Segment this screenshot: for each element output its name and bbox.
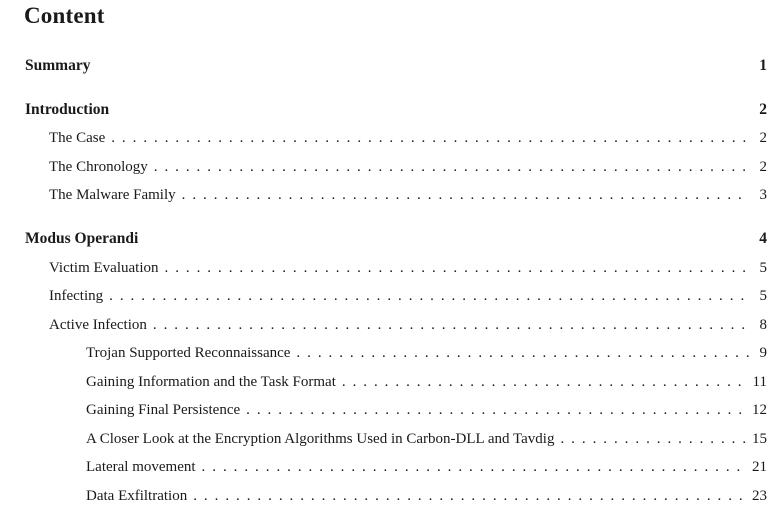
toc-entry-modus-operandi[interactable] [25,230,767,248]
toc-dot-leader [193,487,748,505]
toc-page-number: 4 [759,230,767,247]
toc-entry-infecting[interactable] [49,287,767,305]
toc-page-number: 15 [752,431,767,447]
toc-dot-leader [246,401,748,419]
toc-dot-leader [109,287,749,305]
page-title: Content [24,3,105,28]
toc-page-number: 21 [752,459,767,475]
toc-dot-leader [296,344,749,362]
toc-entry-the-case[interactable] [49,129,767,147]
toc-dot-leader [153,316,749,334]
toc-dot-leader [165,259,750,277]
toc-label: Lateral movement [86,459,196,475]
toc-page-number: 1 [759,57,767,74]
toc-entry-lateral-movement[interactable] [86,458,767,476]
toc-page-number: 12 [752,402,767,418]
toc-entry-encryption-look[interactable] [86,430,767,448]
toc-entry-the-chronology[interactable] [49,158,767,176]
toc-label: A Closer Look at the Encryption Algorithms Used in Carbon-DLL and Tavdig [86,431,555,447]
toc-entry-gaining-persistence[interactable] [86,401,767,419]
toc-label: Data Exfiltration [86,488,188,504]
toc-page-number: 8 [759,317,767,333]
toc-page-number: 2 [759,159,767,175]
toc-label: Infecting [49,288,104,304]
toc-entry-data-exfiltration[interactable] [86,487,767,505]
toc-label: The Malware Family [49,187,176,203]
toc-label: Gaining Final Persistence [86,402,241,418]
toc-dot-leader [202,458,748,476]
toc-label: Victim Evaluation [49,260,159,276]
toc-entry-introduction[interactable] [25,101,767,119]
toc-page-number: 11 [752,374,767,390]
toc-entry-summary[interactable] [25,57,767,75]
toc-page-number: 3 [759,187,767,203]
toc-label: Summary [25,57,91,74]
toc-dot-leader [111,129,749,147]
toc-page-number: 2 [759,101,767,118]
toc-page-number: 9 [759,345,767,361]
toc-page-number: 2 [759,130,767,146]
toc-entry-trojan-recon[interactable] [86,344,767,362]
toc-entry-victim-evaluation[interactable] [49,259,767,277]
toc-page-number: 5 [759,260,767,276]
toc-dot-leader [342,373,749,391]
toc-dot-leader [154,158,749,176]
toc-label: Modus Operandi [25,230,139,247]
toc-label: Active Infection [49,317,147,333]
toc-label: Gaining Information and the Task Format [86,374,336,390]
toc-page-number: 23 [752,488,767,504]
toc-page-number: 5 [759,288,767,304]
toc-entry-active-infection[interactable] [49,316,767,334]
toc-label: The Chronology [49,159,148,175]
toc-entry-the-malware-family[interactable] [49,186,767,204]
toc-label: Trojan Supported Reconnaissance [86,345,291,361]
toc-label: The Case [49,130,106,146]
toc-dot-leader [182,186,749,204]
toc-dot-leader [560,430,748,448]
toc-entry-gaining-info[interactable] [86,373,767,391]
toc-label: Introduction [25,101,110,118]
